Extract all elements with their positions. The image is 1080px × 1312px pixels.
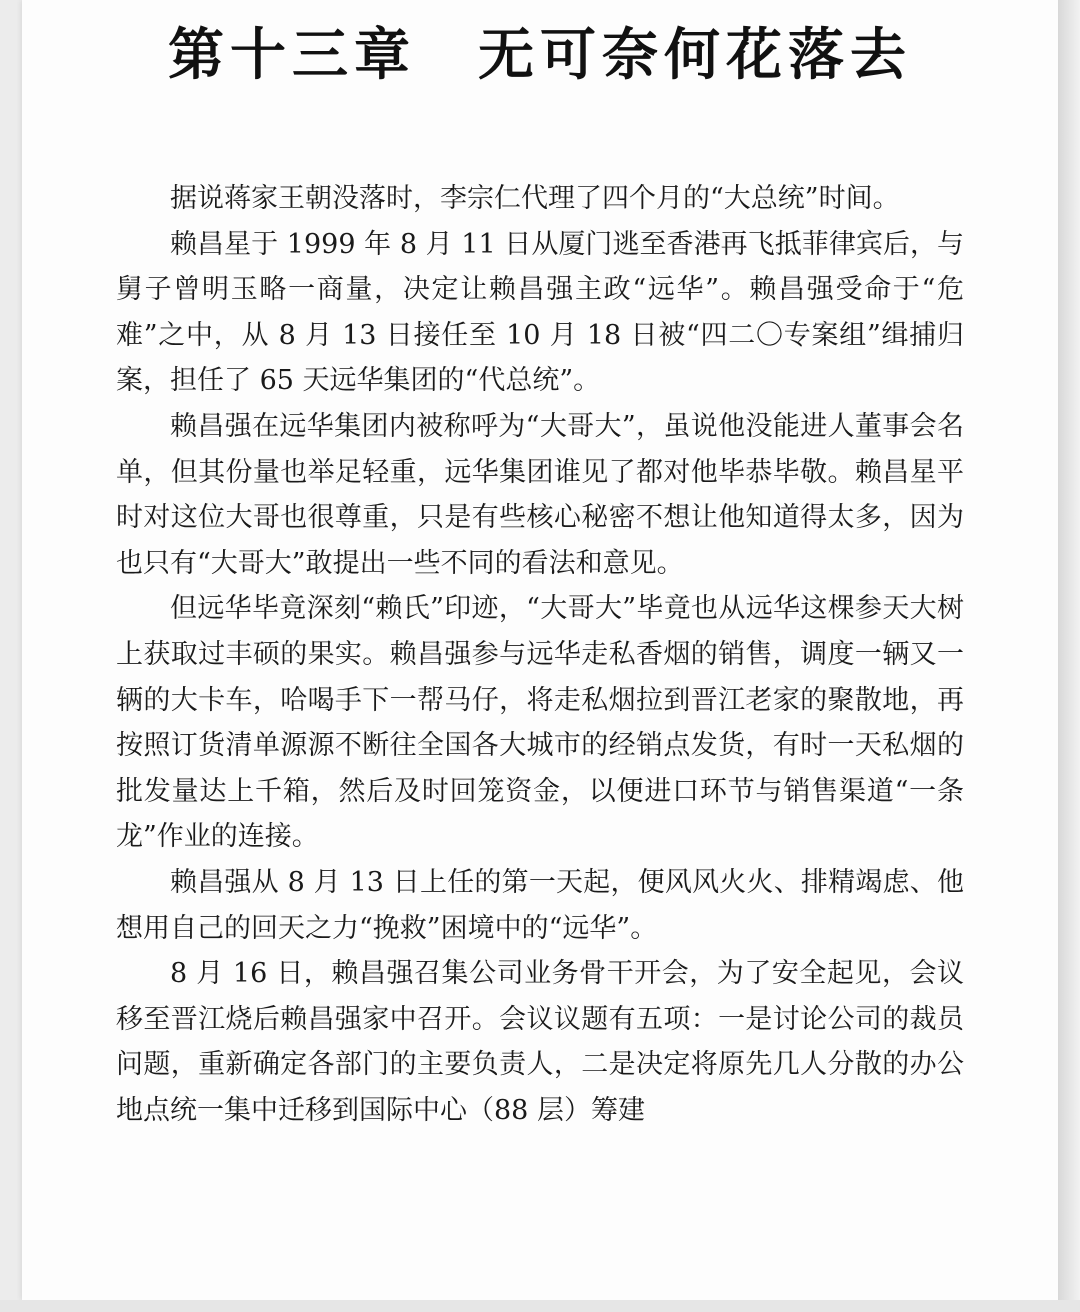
paragraph: 据说蒋家王朝没落时，李宗仁代理了四个月的“大总统”时间。 [170, 183, 900, 214]
paragraph: 赖昌强在远华集团内被称呼为“大哥大”，虽说他没能进人董事会名单，但其份量也举足轻重，远华集团谁见了都对他毕恭毕敬。赖昌星平时对这位大哥也很尊重，只是有些核心秘密不想让他知道得太多，因为也只有“大哥大”敢提出一些不同的看法和意见。 [116, 410, 964, 579]
book-page [22, 0, 1058, 1300]
chapter-title: 第十三章 无可奈何花落去 [168, 22, 912, 88]
paragraph: 赖昌星于 1999 年 8 月 11 日从厦门逃至香港再飞抵菲律宾后，与舅子曾明玉略一商量，决定让赖昌强主政“远华”。赖昌强受命于“危难”之中，从 8 月 13 日接任至 10 月 18 日被“四二〇专案组”缉捕归案，担任了 65 天远华集团的“代总统”。 [116, 228, 964, 397]
page-bottom-edge [0, 1300, 1080, 1312]
paragraph: 8 月 16 日，赖昌强召集公司业务骨干开会，为了安全起见，会议移至晋江烧后赖昌强家中召开。会议议题有五项：一是讨论公司的裁员问题，重新确定各部门的主要负责人，二是决定将原先几人分散的办公地点统一集中迁移到国际中心（88 层）筹建 [116, 958, 964, 1126]
chapter-body [116, 176, 964, 1133]
page-edge-shadow [1058, 0, 1080, 1312]
paragraph: 但远华毕竟深刻“赖氏”印迹，“大哥大”毕竟也从远华这棵参天大树上获取过丰硕的果实。赖昌强参与远华走私香烟的销售，调度一辆又一辆的大卡车，哈喝手下一帮马仔，将走私烟拉到晋江老家的聚散地，再按照订货清单源源不断往全国各大城市的经销点发货，有时一天私烟的批发量达上千箱，然后及时回笼资金，以便进口环节与销售渠道“一条龙”作业的连接。 [116, 593, 964, 853]
paragraph: 赖昌强从 8 月 13 日上任的第一天起，便风风火火、排精竭虑、他想用自己的回天之力“挽救”困境中的“远华”。 [116, 866, 964, 944]
